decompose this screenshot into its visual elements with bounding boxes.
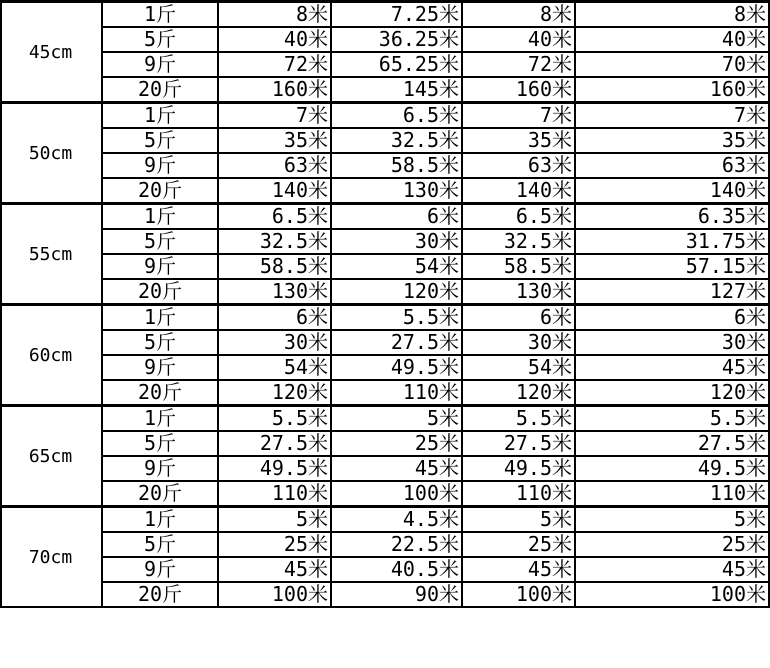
length-cell: 90米 [331,582,462,607]
length-cell: 160米 [218,77,331,103]
weight-cell: 1斤 [102,305,218,331]
length-cell: 5米 [575,507,769,533]
weight-cell: 20斤 [102,380,218,406]
length-cell: 6.5米 [218,204,331,230]
length-cell: 5米 [331,406,462,432]
weight-cell: 1斤 [102,204,218,230]
length-cell: 6米 [575,305,769,331]
length-cell: 5.5米 [575,406,769,432]
length-cell: 8米 [462,2,575,28]
length-cell: 58.5米 [462,254,575,279]
length-cell: 6.5米 [462,204,575,230]
length-cell: 70米 [575,52,769,77]
weight-cell: 20斤 [102,178,218,204]
length-cell: 32.5米 [462,229,575,254]
length-cell: 63米 [462,153,575,178]
weight-cell: 5斤 [102,330,218,355]
size-cell: 50cm [1,103,102,204]
table-row [1,27,769,52]
length-cell: 5.5米 [462,406,575,432]
length-cell: 58.5米 [218,254,331,279]
length-cell: 40米 [218,27,331,52]
length-cell: 100米 [218,582,331,607]
length-cell: 110米 [218,481,331,507]
length-cell: 5米 [462,507,575,533]
length-cell: 120米 [575,380,769,406]
table-row [1,431,769,456]
length-cell: 35米 [462,128,575,153]
table-body [1,2,769,608]
length-cell: 140米 [218,178,331,204]
length-cell: 54米 [218,355,331,380]
length-cell: 31.75米 [575,229,769,254]
weight-cell: 1斤 [102,2,218,28]
table-row [1,229,769,254]
length-cell: 7米 [462,103,575,129]
table-row [1,582,769,607]
weight-cell: 9斤 [102,456,218,481]
weight-cell: 20斤 [102,481,218,507]
length-cell: 8米 [575,2,769,28]
length-cell: 27.5米 [331,330,462,355]
length-cell: 5米 [218,507,331,533]
length-cell: 5.5米 [218,406,331,432]
length-cell: 130米 [331,178,462,204]
weight-cell: 9斤 [102,355,218,380]
table-row [1,355,769,380]
length-cell: 120米 [462,380,575,406]
length-cell: 120米 [218,380,331,406]
length-cell: 7.25米 [331,2,462,28]
weight-cell: 5斤 [102,532,218,557]
table-row [1,153,769,178]
length-cell: 72米 [462,52,575,77]
length-cell: 35米 [575,128,769,153]
table-row [1,330,769,355]
length-cell: 25米 [331,431,462,456]
length-cell: 45米 [331,456,462,481]
table-row [1,406,769,432]
table-row [1,532,769,557]
length-cell: 6米 [218,305,331,331]
length-cell: 30米 [462,330,575,355]
length-cell: 63米 [218,153,331,178]
table-row [1,507,769,533]
length-cell: 72米 [218,52,331,77]
length-cell: 110米 [575,481,769,507]
table-row [1,178,769,204]
table-row [1,2,769,28]
table-row [1,128,769,153]
length-cell: 127米 [575,279,769,305]
length-cell: 7米 [575,103,769,129]
length-cell: 6.5米 [331,103,462,129]
length-cell: 30米 [218,330,331,355]
length-cell: 49.5米 [218,456,331,481]
weight-cell: 20斤 [102,582,218,607]
length-cell: 25米 [218,532,331,557]
length-cell: 49.5米 [462,456,575,481]
length-cell: 100米 [331,481,462,507]
table-row [1,380,769,406]
length-cell: 32.5米 [331,128,462,153]
length-cell: 36.25米 [331,27,462,52]
length-cell: 25米 [462,532,575,557]
weight-cell: 1斤 [102,103,218,129]
length-cell: 54米 [462,355,575,380]
weight-cell: 1斤 [102,507,218,533]
length-cell: 45米 [462,557,575,582]
table-row [1,254,769,279]
table-row [1,279,769,305]
size-cell: 65cm [1,406,102,507]
length-cell: 130米 [218,279,331,305]
length-cell: 27.5米 [575,431,769,456]
length-cell: 6米 [331,204,462,230]
length-cell: 160米 [575,77,769,103]
length-cell: 140米 [575,178,769,204]
length-cell: 5.5米 [331,305,462,331]
size-cell: 45cm [1,2,102,103]
length-cell: 7米 [218,103,331,129]
length-cell: 45米 [575,557,769,582]
length-cell: 22.5米 [331,532,462,557]
table-row [1,103,769,129]
weight-cell: 5斤 [102,431,218,456]
length-cell: 27.5米 [218,431,331,456]
length-cell: 25米 [575,532,769,557]
length-cell: 27.5米 [462,431,575,456]
weight-cell: 5斤 [102,229,218,254]
table-row [1,481,769,507]
length-cell: 45米 [218,557,331,582]
length-cell: 110米 [331,380,462,406]
length-cell: 130米 [462,279,575,305]
length-cell: 110米 [462,481,575,507]
length-cell: 49.5米 [331,355,462,380]
table-row [1,204,769,230]
length-cell: 4.5米 [331,507,462,533]
length-cell: 6.35米 [575,204,769,230]
length-cell: 100米 [462,582,575,607]
length-cell: 30米 [575,330,769,355]
table-row [1,557,769,582]
weight-cell: 9斤 [102,153,218,178]
table-row [1,52,769,77]
weight-cell: 9斤 [102,52,218,77]
weight-cell: 5斤 [102,27,218,52]
size-cell: 60cm [1,305,102,406]
length-cell: 6米 [462,305,575,331]
size-cell: 70cm [1,507,102,608]
length-cell: 35米 [218,128,331,153]
length-cell: 40米 [575,27,769,52]
length-cell: 40.5米 [331,557,462,582]
length-cell: 65.25米 [331,52,462,77]
table-row [1,456,769,481]
weight-cell: 20斤 [102,77,218,103]
length-cell: 49.5米 [575,456,769,481]
weight-cell: 9斤 [102,254,218,279]
length-cell: 45米 [575,355,769,380]
length-cell: 100米 [575,582,769,607]
length-cell: 140米 [462,178,575,204]
weight-cell: 9斤 [102,557,218,582]
table-row [1,305,769,331]
size-cell: 55cm [1,204,102,305]
length-cell: 145米 [331,77,462,103]
length-cell: 54米 [331,254,462,279]
length-cell: 58.5米 [331,153,462,178]
length-cell: 40米 [462,27,575,52]
length-cell: 57.15米 [575,254,769,279]
length-cell: 8米 [218,2,331,28]
weight-cell: 1斤 [102,406,218,432]
length-cell: 63米 [575,153,769,178]
length-cell: 120米 [331,279,462,305]
weight-cell: 5斤 [102,128,218,153]
length-cell: 32.5米 [218,229,331,254]
weight-cell: 20斤 [102,279,218,305]
length-cell: 160米 [462,77,575,103]
length-cell: 30米 [331,229,462,254]
table-row [1,77,769,103]
